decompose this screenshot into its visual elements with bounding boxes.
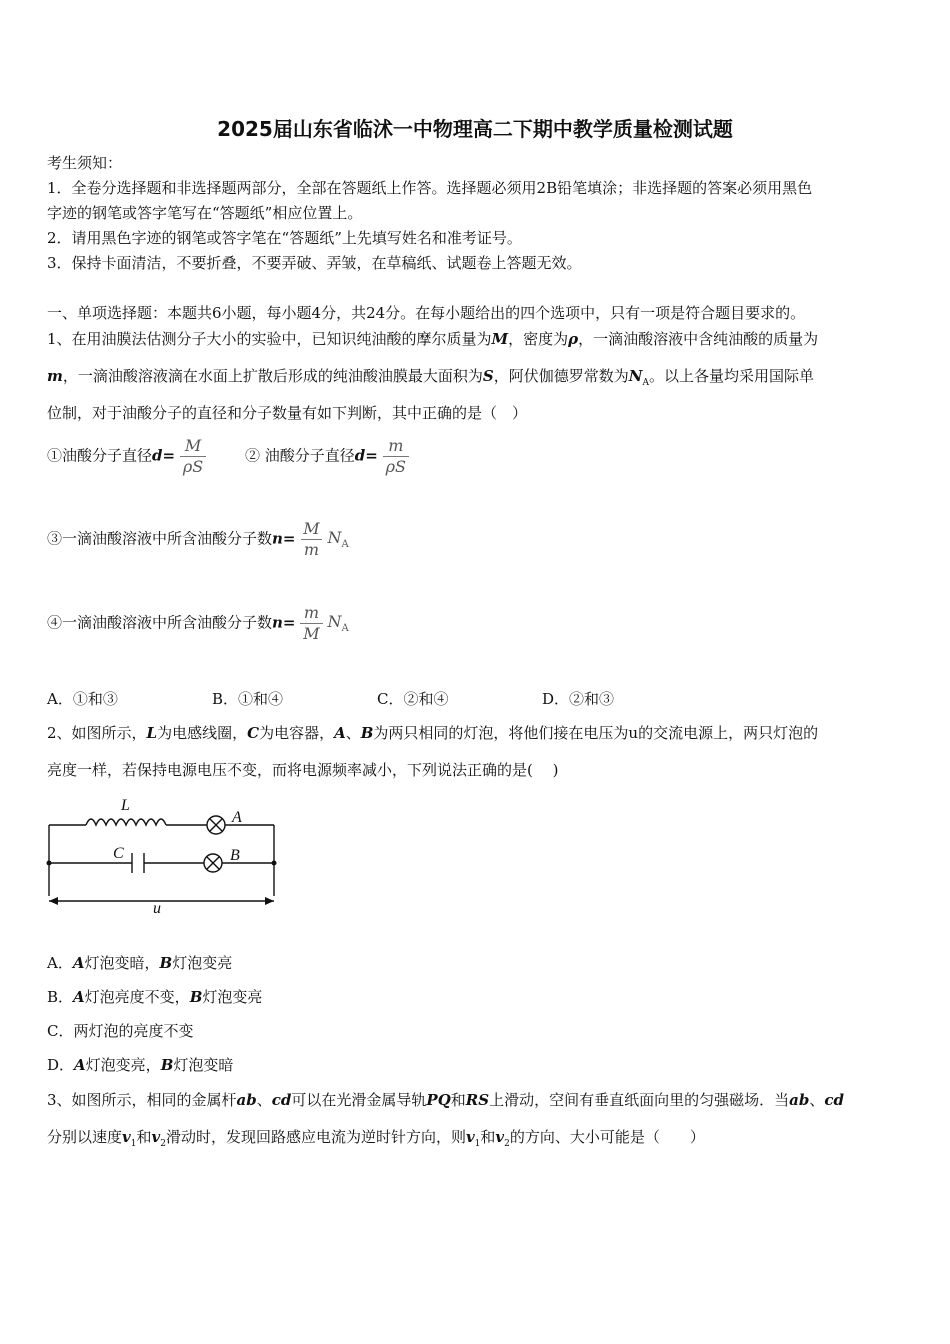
fraction: $\frac{m}{\rho S}$ bbox=[383, 436, 409, 477]
q2-line1: 2、如图所示，L为电感线圈，C为电容器，A、B为两只相同的灯泡，将他们接在电压为u的交流电源上，两只灯泡的 bbox=[47, 724, 819, 742]
circuit-diagram bbox=[44, 792, 280, 914]
q1-line2: m，一滴油酸溶液滴在水面上扩散后形成的纯油酸油膜最大面积为S，阿伏伽德罗常数为$N_A$。以上各量均采用国际单 bbox=[47, 367, 814, 388]
label-C: C bbox=[113, 845, 124, 862]
fraction: $\frac{m}{M}$ bbox=[300, 603, 322, 644]
q3-line2: 分别以速度$v_1$和$v_2$滑动时，发现回路感应电流为逆时针方向，则$v_1$和$v_2$的方向、大小可能是（ ） bbox=[47, 1128, 705, 1149]
q2-option-d[interactable]: D．A灯泡变亮，B灯泡变暗 bbox=[47, 1056, 234, 1074]
q2-option-b[interactable]: B．A灯泡亮度不变，B灯泡变亮 bbox=[47, 988, 263, 1006]
q2-line2: 亮度一样，若保持电源电压不变，而将电源频率减小，下列说法正确的是( ) bbox=[47, 761, 559, 779]
notice-item: 字迹的钢笔或答字笔写在“答题纸”相应位置上。 bbox=[47, 204, 363, 222]
label-B: B bbox=[230, 847, 240, 864]
label-L: L bbox=[121, 797, 130, 814]
q3-line1: 3、如图所示，相同的金属杆ab、cd可以在光滑金属导轨PQ和RS上滑动，空间有垂直纸面向里的匀强磁场．当ab、cd bbox=[47, 1091, 844, 1109]
page-title: 2025届山东省临沭一中物理高二下期中教学质量检测试题 bbox=[217, 117, 733, 141]
q1-line3: 位制，对于油酸分子的直径和分子数量有如下判断，其中正确的是（ ） bbox=[47, 404, 528, 422]
q1-option-c[interactable]: C．②和④ bbox=[377, 690, 449, 708]
section-heading: 一、单项选择题：本题共6小题，每小题4分，共24分。在每小题给出的四个选项中，只有一项是符合题目要求的。 bbox=[47, 304, 806, 322]
q1-statement-4: ④一滴油酸溶液中所含油酸分子数n= $\frac{m}{M}$ $N_A$ bbox=[47, 603, 349, 643]
q1-option-d[interactable]: D．②和③ bbox=[542, 690, 615, 708]
q1-line1: 1、在用油膜法估测分子大小的实验中，已知识纯油酸的摩尔质量为M，密度为ρ，一滴油酸溶液中含纯油酸的质量为 bbox=[47, 330, 819, 348]
q2-option-a[interactable]: A．A灯泡变暗，B灯泡变亮 bbox=[47, 954, 233, 972]
junction-dot bbox=[47, 861, 52, 866]
q1-statement-2: ② 油酸分子直径d= $\frac{m}{\rho S}$ bbox=[245, 436, 409, 477]
notice-item: 3．保持卡面清洁，不要折叠，不要弄破、弄皱，在草稿纸、试题卷上答题无效。 bbox=[47, 254, 582, 272]
q1-statement-1: ①油酸分子直径d= $\frac{M}{\rho S}$ bbox=[47, 436, 206, 477]
label-u: u bbox=[153, 900, 161, 914]
q2-option-c[interactable]: C．两灯泡的亮度不变 bbox=[47, 1022, 194, 1040]
arrow-left-icon bbox=[49, 897, 58, 905]
q1-statement-3: ③一滴油酸溶液中所含油酸分子数n= $\frac{M}{m}$ $N_A$ bbox=[47, 519, 349, 559]
fraction: $\frac{M}{m}$ bbox=[300, 519, 322, 560]
label-A: A bbox=[232, 809, 242, 826]
notice-item: 2．请用黑色字迹的钢笔或答字笔在“答题纸”上先填写姓名和准考证号。 bbox=[47, 229, 522, 247]
q1-option-b[interactable]: B．①和④ bbox=[212, 690, 284, 708]
notice-heading: 考生须知： bbox=[47, 154, 123, 172]
fraction: $\frac{M}{\rho S}$ bbox=[180, 436, 206, 477]
notice-item: 1．全卷分选择题和非选择题两部分，全部在答题纸上作答。选择题必须用2B铅笔填涂；非选择题的答案必须用黑色 bbox=[47, 179, 813, 197]
arrow-right-icon bbox=[265, 897, 274, 905]
q1-option-a[interactable]: A．①和③ bbox=[47, 690, 118, 708]
junction-dot bbox=[272, 861, 277, 866]
